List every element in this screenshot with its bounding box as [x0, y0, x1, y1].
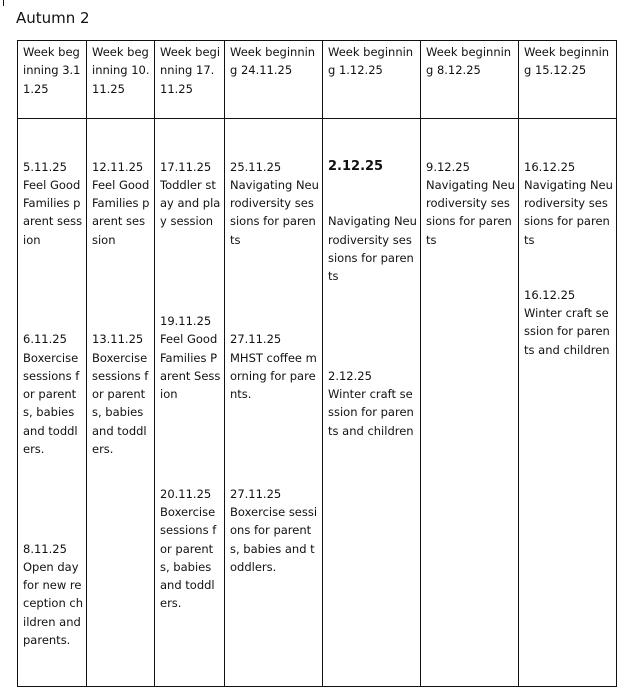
event-entry: 27.11.25 MHST coffee morning for parents.	[230, 332, 317, 402]
event-entry: 16.12.25 Winter craft session for parents and children	[524, 287, 610, 357]
text-cursor	[3, 0, 4, 6]
event-entry: 19.11.25 Feel Good Families Parent Session	[160, 313, 221, 402]
event-entry: 25.11.25 Navigating Neurodiversity sessions for parents	[230, 159, 319, 247]
header-row	[18, 41, 617, 119]
events-cell	[323, 119, 421, 687]
week-header: Week beginning 24.11.25	[225, 41, 323, 119]
schedule-table	[17, 40, 617, 687]
events-cell	[18, 119, 87, 687]
events-cell	[87, 119, 155, 687]
week-header: Week beginning 8.12.25	[421, 41, 519, 119]
event-entry: 20.11.25 Boxercise sessions for parents, babies and toddlers.	[160, 486, 217, 611]
week-header: Week beginning 1.12.25	[323, 41, 421, 119]
week-header: Week beginning 3.11.25	[18, 41, 87, 119]
events-row	[18, 119, 617, 687]
week-header: Week beginning 10.11.25	[87, 41, 155, 119]
event-entry: 17.11.25 Toddler stay and play session	[160, 159, 221, 229]
event-entry: 27.11.25 Boxercise sessions for parents, babies and toddlers.	[230, 486, 318, 574]
event-entry: 12.11.25 Feel Good Families parent session	[92, 159, 150, 247]
event-entry: 8.11.25 Open day for new reception children and parents.	[23, 541, 83, 648]
page-title: Autumn 2	[16, 9, 90, 27]
event-entry: 6.11.25 Boxercise sessions for parents, babies and toddlers.	[23, 332, 80, 457]
event-entry: 5.11.25 Feel Good Families parent session	[23, 159, 83, 247]
event-entry: 2.12.25 Winter craft session for parents and children	[328, 368, 414, 438]
week-header: Week beginning 15.12.25	[519, 41, 617, 119]
event-entry: 16.12.25 Navigating Neurodiversity sessions for parents	[524, 159, 613, 247]
week-header: Week beginning 17.11.25	[155, 41, 225, 119]
events-cell	[421, 119, 519, 687]
events-cell	[519, 119, 617, 687]
event-date-bold: 2.12.25	[328, 158, 384, 174]
event-entry: 9.12.25 Navigating Neurodiversity sessions for parents	[426, 159, 515, 247]
event-entry: Navigating Neurodiversity sessions for parents	[328, 214, 417, 284]
events-cell	[155, 119, 225, 687]
event-entry: 13.11.25 Boxercise sessions for parents, babies and toddlers.	[92, 332, 149, 457]
events-cell	[225, 119, 323, 687]
